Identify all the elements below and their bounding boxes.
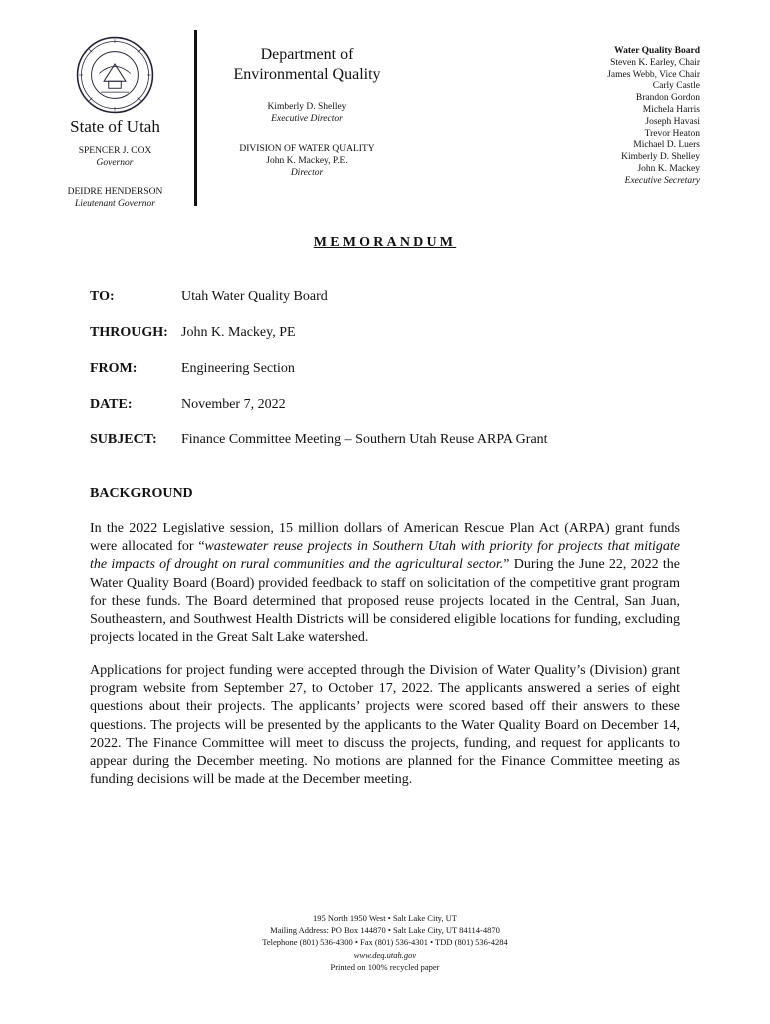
footer-mailing-address: Mailing Address: PO Box 144870 • Salt Lake City, UT 84114-4870 [270, 925, 500, 935]
division-name: DIVISION OF WATER QUALITY [239, 144, 375, 154]
footer-address: 195 North 1950 West • Salt Lake City, UT [313, 913, 457, 923]
state-name: State of Utah [70, 117, 160, 136]
from-label: FROM: [90, 361, 138, 376]
footer-website: www.deq.utah.gov [353, 950, 417, 960]
subject-value: Finance Committee Meeting – Southern Utah Reuse ARPA Grant [181, 432, 548, 447]
director-name: John K. Mackey, P.E. [266, 156, 348, 166]
board-member: Trevor Heaton [644, 128, 700, 139]
board-member: Brandon Gordon [635, 93, 700, 104]
background-paragraph-1 [90, 520, 680, 647]
governor-name: SPENCER J. COX [78, 146, 152, 156]
board-member: Joseph Havasi [645, 116, 700, 127]
paragraph-text: In the 2022 Legislative session, 15 million dollars of American Rescue Plan Act (ARPA) grant funds were allocated for “ [90, 521, 680, 555]
board-member: Michela Harris [642, 104, 700, 115]
board-member: Michael D. Luers [633, 140, 700, 151]
executive-director-name: Kimberly D. Shelley [267, 102, 347, 112]
executive-director-title: Executive Director [271, 114, 343, 124]
executive-secretary-title: Executive Secretary [624, 175, 700, 186]
board-member: John K. Mackey [637, 163, 700, 174]
footer-phone: Telephone (801) 536-4300 • Fax (801) 536-4301 • TDD (801) 536-4284 [262, 937, 508, 947]
to-label: TO: [90, 289, 115, 304]
board-member: James Webb, Vice Chair [607, 69, 700, 80]
subject-label: SUBJECT: [90, 432, 157, 447]
board-member: Kimberly D. Shelley [621, 152, 700, 163]
from-value: Engineering Section [181, 361, 295, 376]
lt-governor-name: DEIDRE HENDERSON [67, 187, 163, 197]
department-name-line1: Department of [260, 46, 354, 63]
background-paragraph-2: Applications for project funding were accepted through the Division of Water Quality’s (Division) grant program website from September 27, to October 17, 2022. The applicants answered a series of eight questions about their projects. The applicants’ projects were scored based off their answers to these questions. The projects will be presented by the applicants to the Water Quality Board on December 14, 2022. The Finance Committee will meet to discuss the projects, funding, and request for applicants to appear during the December meeting. No motions are planned for the Finance Committee meeting as funding decisions will be made at the December meeting. [90, 663, 680, 788]
quoted-allocation-text: wastewater reuse projects in Southern Utah with priority for projects that mitigate the impacts of drought on rural communities and the agricultural sector. [90, 539, 680, 573]
board-member: Carly Castle [652, 81, 700, 92]
board-members-list [607, 46, 700, 188]
to-value: Utah Water Quality Board [181, 289, 328, 304]
through-label: THROUGH: [90, 325, 168, 340]
paragraph-text: ” During the June 22, 2022 the Water Quality Board (Board) provided feedback to staff on solicitation of the competitive grant program for these funds. The Board determined that proposed reuse projects located in the Central, San Juan, Southeastern, and Southwest Health Districts will be considered eligible locations for funding, excluding projects located in the Great Salt Lake watershed. [90, 557, 680, 646]
through-value: John K. Mackey, PE [181, 325, 296, 340]
header-divider [194, 30, 197, 206]
state-seal-icon [76, 36, 154, 114]
lt-governor-title: Lieutenant Governor [75, 199, 155, 209]
director-title: Director [290, 168, 324, 178]
footer-recycled-note: Printed on 100% recycled paper [330, 962, 440, 972]
department-name-line2: Environmental Quality [233, 66, 381, 83]
background-heading: BACKGROUND [90, 486, 193, 501]
date-label: DATE: [90, 397, 133, 412]
board-title: Water Quality Board [614, 46, 700, 56]
date-value: November 7, 2022 [181, 397, 286, 412]
governor-title: Governor [96, 158, 134, 168]
memo-title: MEMORANDUM [313, 235, 457, 250]
board-member: Steven K. Earley, Chair [610, 57, 700, 68]
